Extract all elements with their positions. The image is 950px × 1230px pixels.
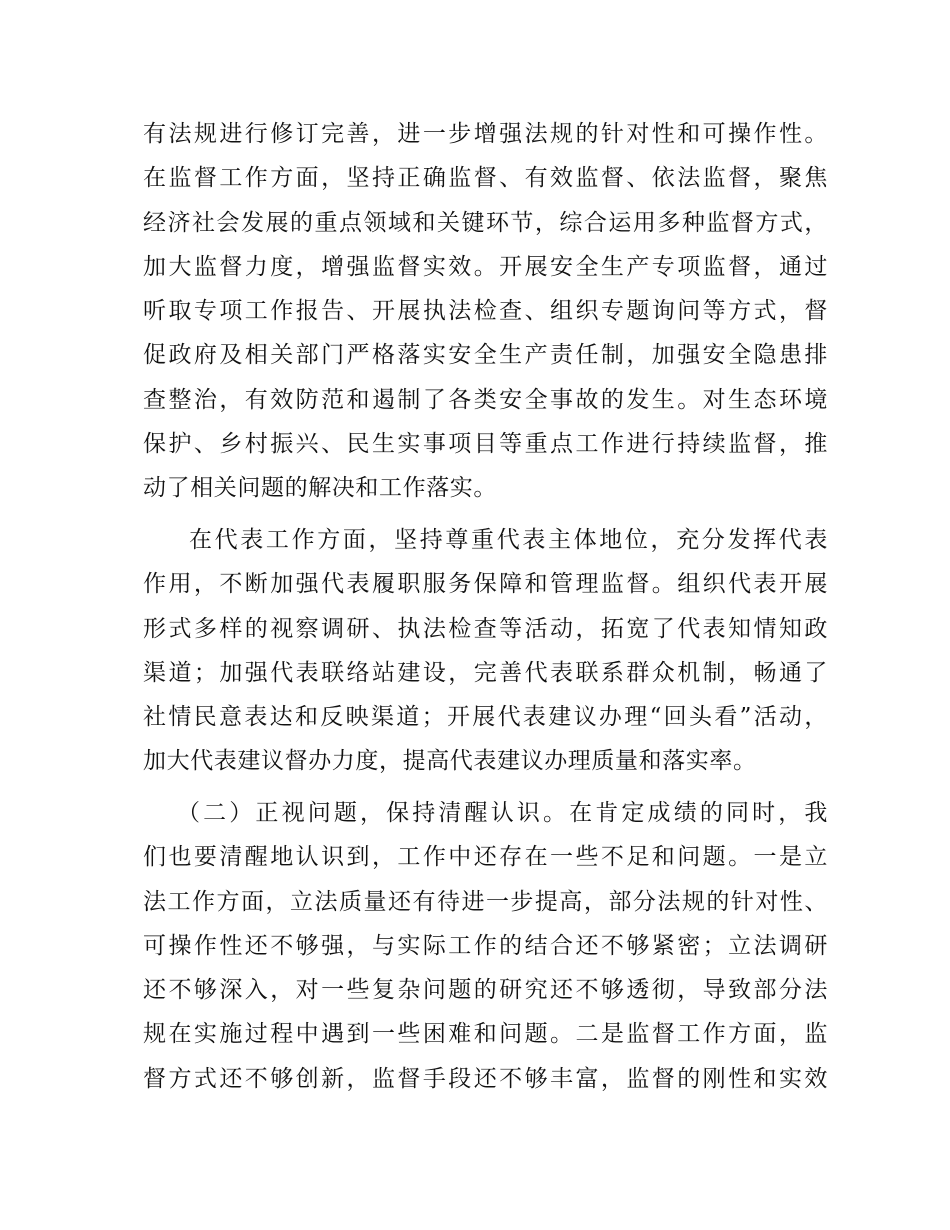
paragraph-1-line: 经济社会发展的重点领域和关键环节，综合运用多种监督方式， [143, 209, 828, 236]
paragraph-1 [143, 112, 828, 511]
paragraph-3-line: 们也要清醒地认识到，工作中还存在一些不足和问题。一是立 [143, 844, 828, 871]
paragraph-1-line: 听取专项工作报告、开展执法检查、组织专题询问等方式，督 [143, 298, 828, 325]
paragraph-2-line: 社情民意表达和反映渠道；开展代表建议办理“回头看”活动， [143, 704, 828, 731]
paragraph-1-line: 保护、乡村振兴、民生实事项目等重点工作进行持续监督，推 [143, 431, 828, 458]
paragraph-2-line: 形式多样的视察调研、执法检查等活动，拓宽了代表知情知政 [143, 615, 828, 642]
paragraph-3-line: 督方式还不够创新，监督手段还不够丰富，监督的刚性和实效 [143, 1065, 828, 1092]
paragraph-1-line: 有法规进行修订完善，进一步增强法规的针对性和可操作性。 [143, 121, 828, 147]
paragraph-2-line: 在代表工作方面，坚持尊重代表主体地位，充分发挥代表 [189, 527, 828, 553]
paragraph-2-line: 渠道；加强代表联络站建设，完善代表联系群众机制，畅通了 [143, 659, 828, 686]
paragraph-3-line: 规在实施过程中遇到一些困难和问题。二是监督工作方面，监 [143, 1021, 828, 1048]
paragraph-2-line: 加大代表建议督办力度，提高代表建议办理质量和落实率。 [143, 748, 757, 775]
paragraph-1-line: 在监督工作方面，坚持正确监督、有效监督、依法监督，聚焦 [143, 165, 828, 192]
paragraph-3-line: 可操作性还不够强，与实际工作的结合还不够紧密；立法调研 [143, 932, 828, 959]
paragraph-2 [143, 518, 828, 784]
paragraph-3-line: 还不够深入，对一些复杂问题的研究还不够透彻，导致部分法 [143, 977, 828, 1004]
paragraph-1-line: 查整治，有效防范和遏制了各类安全事故的发生。对生态环境 [143, 386, 828, 413]
paragraph-2-line: 作用，不断加强代表履职服务保障和管理监督。组织代表开展 [143, 571, 828, 598]
paragraph-1-line: 动了相关问题的解决和工作落实。 [143, 475, 497, 502]
paragraph-1-line: 促政府及相关部门严格落实安全生产责任制，加强安全隐患排 [143, 342, 828, 369]
paragraph-3 [143, 791, 828, 1101]
paragraph-1-line: 加大监督力度，增强监督实效。开展安全生产专项监督，通过 [143, 253, 828, 280]
paragraph-3-line: （二）正视问题，保持清醒认识。在肯定成绩的同时，我 [177, 800, 828, 826]
paragraph-3-line: 法工作方面，立法质量还有待进一步提高，部分法规的针对性、 [143, 888, 828, 915]
